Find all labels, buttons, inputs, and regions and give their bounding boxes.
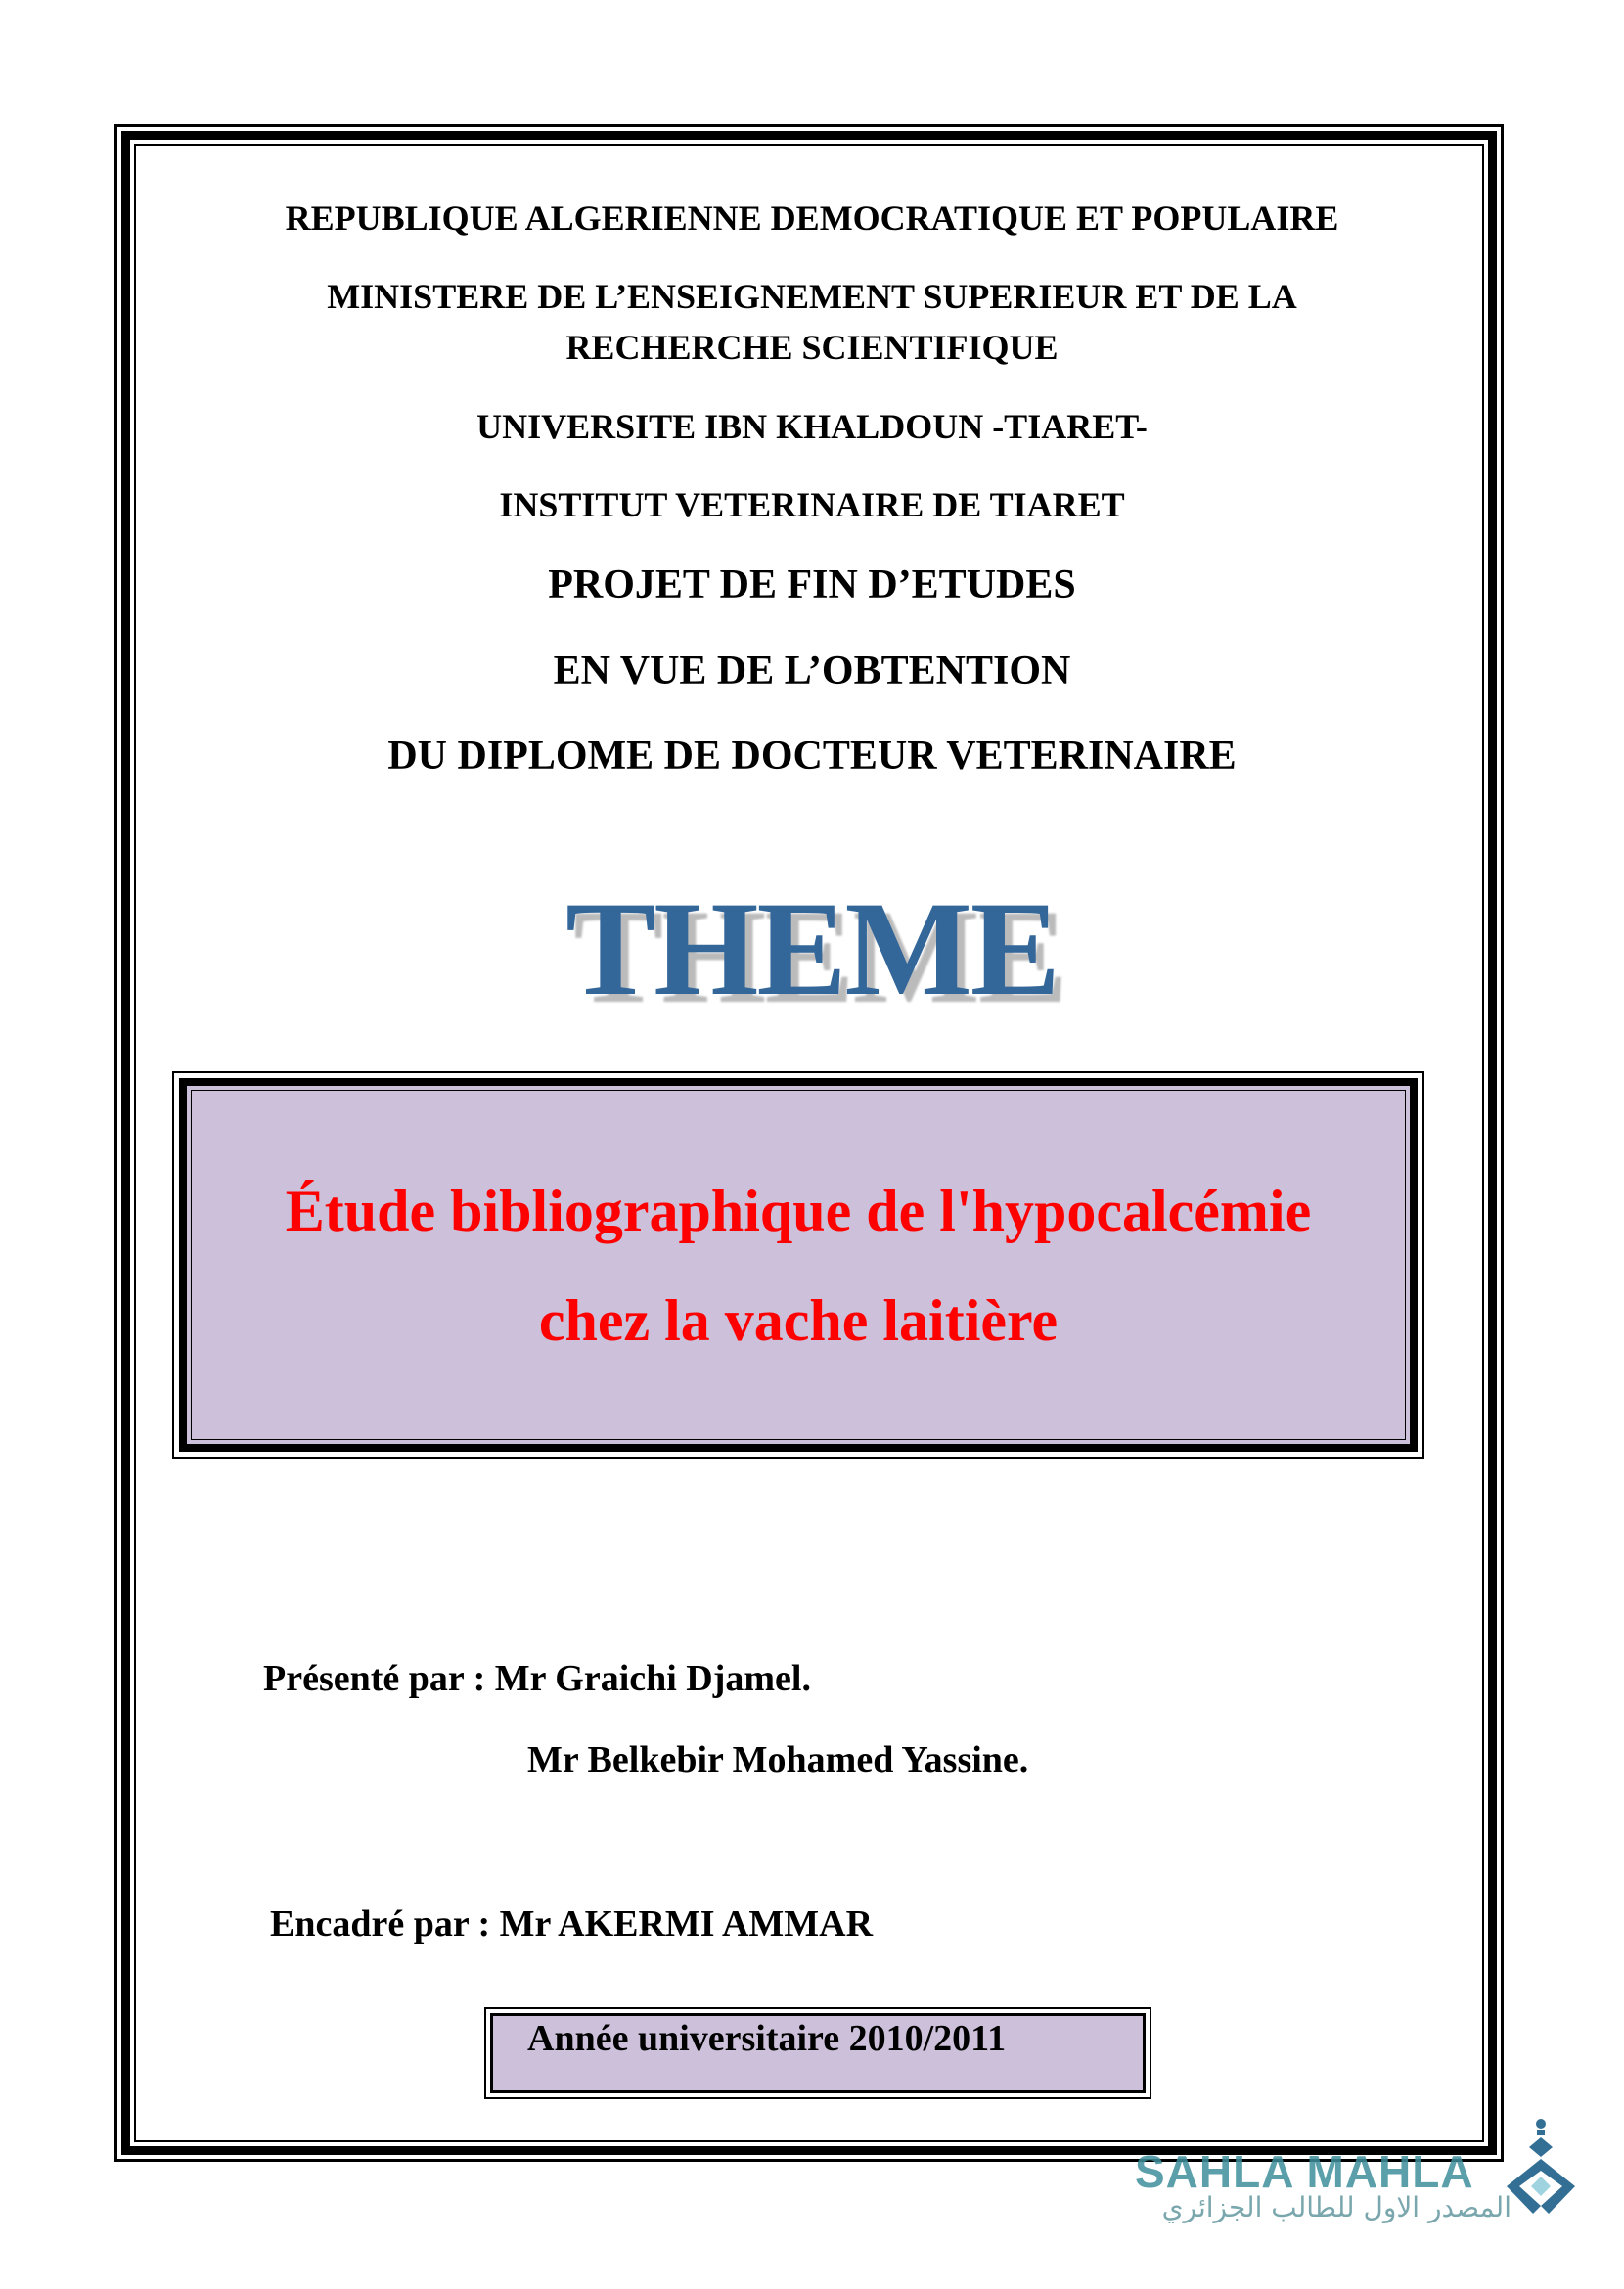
- watermark-logo-icon: [1502, 2116, 1580, 2219]
- ministry-heading-line2: RECHERCHE SCIENTIFIQUE: [565, 328, 1059, 367]
- supervisor: Encadré par : Mr AKERMI AMMAR: [270, 1904, 874, 1945]
- academic-year: Année universitaire 2010/2011: [527, 2018, 1007, 2059]
- title-box-inner: [191, 1090, 1406, 1440]
- thesis-title-line1: Étude bibliographique de l'hypocalcémie: [285, 1179, 1312, 1243]
- project-heading: PROJET DE FIN D’ETUDES: [548, 562, 1076, 607]
- university-heading: UNIVERSITE IBN KHALDOUN -TIARET-: [476, 407, 1148, 446]
- purpose-heading: EN VUE DE L’OBTENTION: [553, 649, 1071, 694]
- institute-heading: INSTITUT VETERINAIRE DE TIARET: [499, 485, 1125, 524]
- republic-heading: REPUBLIQUE ALGERIENNE DEMOCRATIQUE ET POPULAIRE: [285, 199, 1339, 238]
- diploma-heading: DU DIPLOME DE DOCTEUR VETERINAIRE: [387, 734, 1237, 779]
- watermark-brand: SAHLA MAHLA: [1135, 2146, 1474, 2197]
- thesis-title-line2: chez la vache laitière: [538, 1288, 1059, 1353]
- theme-label: THEME: [565, 874, 1059, 1023]
- ministry-heading-line1: MINISTERE DE L’ENSEIGNEMENT SUPERIEUR ET DE LA: [327, 277, 1297, 316]
- presented-by: Présenté par : Mr Graichi Djamel.: [263, 1658, 811, 1699]
- watermark-tagline: المصدر الاول للطالب الجزائري: [1161, 2191, 1511, 2223]
- second-author: Mr Belkebir Mohamed Yassine.: [527, 1739, 1029, 1780]
